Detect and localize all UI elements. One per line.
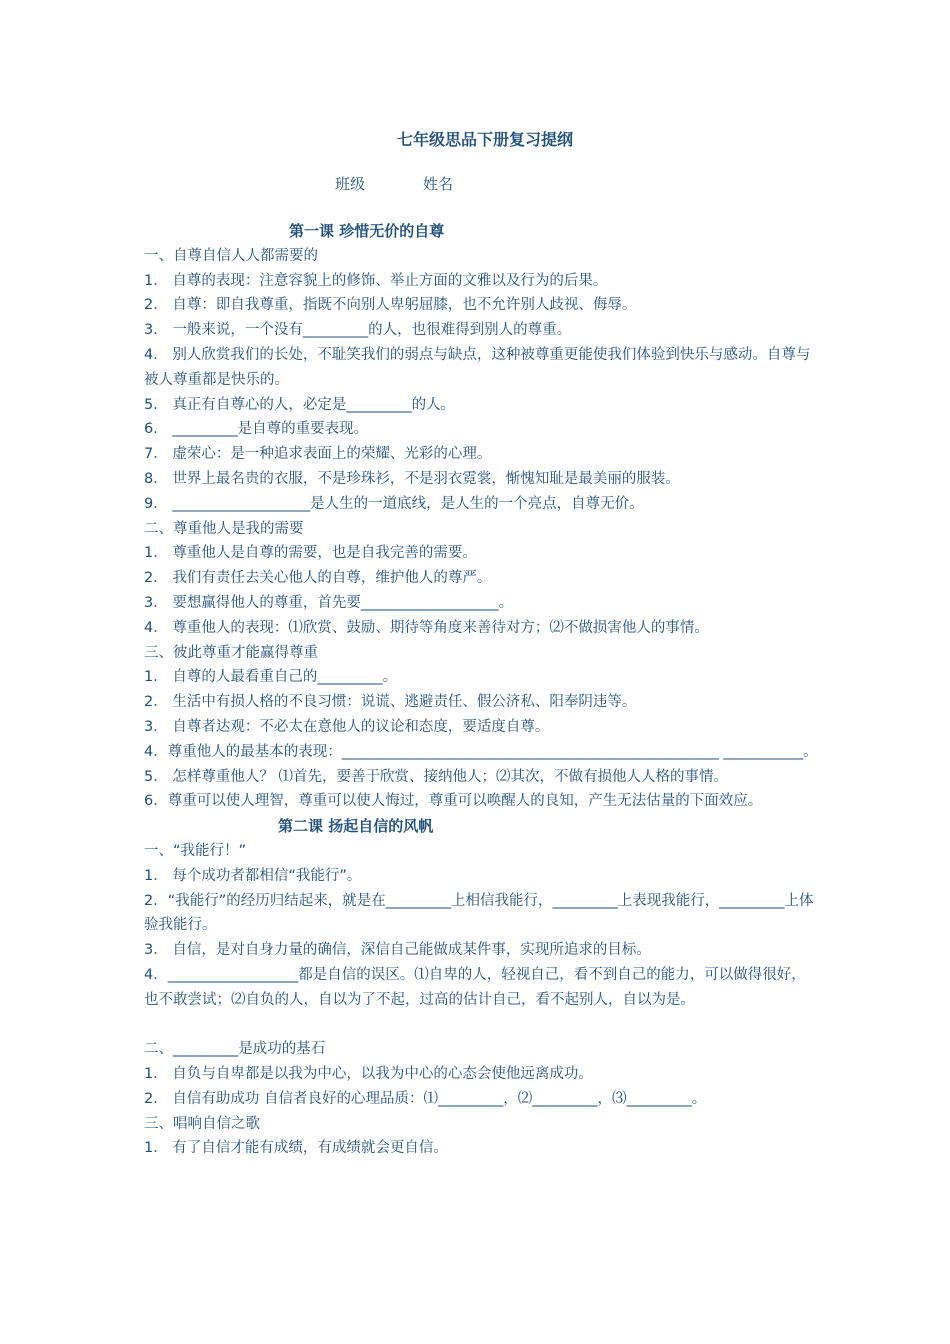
list-item: 3． 要想赢得他人的尊重，首先要___________________。 bbox=[144, 594, 514, 611]
list-item: 4． 尊重他人的表现：⑴欣赏、鼓励、期待等角度来善待对方；⑵不做损害他人的事情。 bbox=[144, 619, 709, 636]
list-item: 2． 自信有助成功 自信者良好的心理品质：⑴_________，⑵_________，⑶_________。 bbox=[144, 1090, 707, 1107]
list-item: 2．“我能行”的经历归结起来，就是在_________上相信我能行，_________上表现我能行，_________上体验我能行。 bbox=[144, 892, 814, 934]
list-item: 1． 有了自信才能有成绩，有成绩就会更自信。 bbox=[144, 1140, 448, 1157]
lesson2-section3-title: 三、唱响自信之歌 bbox=[144, 1115, 260, 1132]
list-item: 8． 世界上最名贵的衣服，不是珍珠衫，不是羽衣霓裳，惭愧知耻是最美丽的服装。 bbox=[144, 470, 680, 487]
list-item: 1． 自尊的表现：注意容貌上的修饰、举止方面的文雅以及行为的后果。 bbox=[144, 272, 608, 289]
lesson2-section1-title: 一、“我能行！” bbox=[144, 842, 247, 859]
list-item: 6．尊重可以使人理智，尊重可以使人悔过，尊重可以唤醒人的良知，产生无法估量的下面效应。 bbox=[144, 793, 763, 810]
lesson1-section2-title: 二、尊重他人是我的需要 bbox=[144, 520, 304, 537]
lesson1-section3-title: 三、彼此尊重才能赢得尊重 bbox=[144, 644, 318, 661]
list-item: 1． 尊重他人是自尊的需要，也是自我完善的需要。 bbox=[144, 545, 477, 562]
list-item: 4． 别人欣赏我们的长处，不耻笑我们的弱点与缺点，这种被尊重更能使我们体验到快乐与感动。自尊与被人尊重都是快乐的。 bbox=[144, 346, 811, 388]
list-item: 1． 自负与自卑都是以我为中心，以我为中心的心态会使他远离成功。 bbox=[144, 1066, 593, 1083]
list-item: 5． 真正有自尊心的人，必定是_________的人。 bbox=[144, 396, 456, 413]
list-item: 9． ___________________是人生的一道底线，是人生的一个亮点，自尊无价。 bbox=[144, 495, 644, 512]
list-item: 4．尊重他人的最基本的表现：____________________________________________________ ___________。 bbox=[144, 743, 818, 760]
list-item: 3． 一般来说，一个没有_________的人，也很难得到别人的尊重。 bbox=[144, 322, 572, 339]
name-label: 姓名 bbox=[423, 175, 454, 193]
list-item: 1． 每个成功者都相信“我能行”。 bbox=[144, 867, 362, 884]
lesson2-section2-title: 二、_________是成功的基石 bbox=[144, 1041, 326, 1058]
list-item: 4．__________________都是自信的误区。⑴自卑的人，轻视自己，看不到自己的能力，可以做得很好，也不敢尝试；⑵自负的人，自以为了不起，过高的估计自己，看不起别人，自以为是。 bbox=[144, 966, 806, 1008]
class-label: 班级 bbox=[335, 175, 366, 193]
list-item: 3． 自尊者达观：不必太在意他人的议论和态度，要适度自尊。 bbox=[144, 718, 550, 735]
document-title: 七年级思品下册复习提纲 bbox=[396, 130, 573, 149]
list-item: 2． 我们有责任去关心他人的自尊，维护他人的尊严。 bbox=[144, 570, 492, 587]
class-name-line bbox=[335, 173, 453, 194]
lesson1-section1-title: 一、自尊自信人人都需要的 bbox=[144, 247, 318, 264]
list-item: 3． 自信，是对自身力量的确信，深信自己能做成某件事，实现所追求的目标。 bbox=[144, 942, 651, 959]
list-item: 5． 怎样尊重他人？ ⑴首先，要善于欣赏、接纳他人；⑵其次，不做有损他人人格的事情。 bbox=[144, 768, 728, 785]
list-item: 2． 生活中有损人格的不良习惯：说谎、逃避责任、假公济私、阳奉阴违等。 bbox=[144, 694, 637, 711]
list-item: 1． 自尊的人最看重自己的_________。 bbox=[144, 669, 398, 686]
spacer bbox=[144, 1013, 820, 1038]
list-item: 6． _________是自尊的重要表现。 bbox=[144, 421, 369, 438]
list-item: 7． 虚荣心：是一种追求表面上的荣耀、光彩的心理。 bbox=[144, 446, 492, 463]
list-item: 2． 自尊：即自我尊重，指既不向别人卑躬屈膝，也不允许别人歧视、侮辱。 bbox=[144, 297, 637, 314]
lesson2-heading: 第二课 扬起自信的风帆 bbox=[278, 817, 434, 836]
lesson1-heading: 第一课 珍惜无价的自尊 bbox=[289, 222, 445, 240]
outline-content bbox=[144, 219, 820, 1161]
